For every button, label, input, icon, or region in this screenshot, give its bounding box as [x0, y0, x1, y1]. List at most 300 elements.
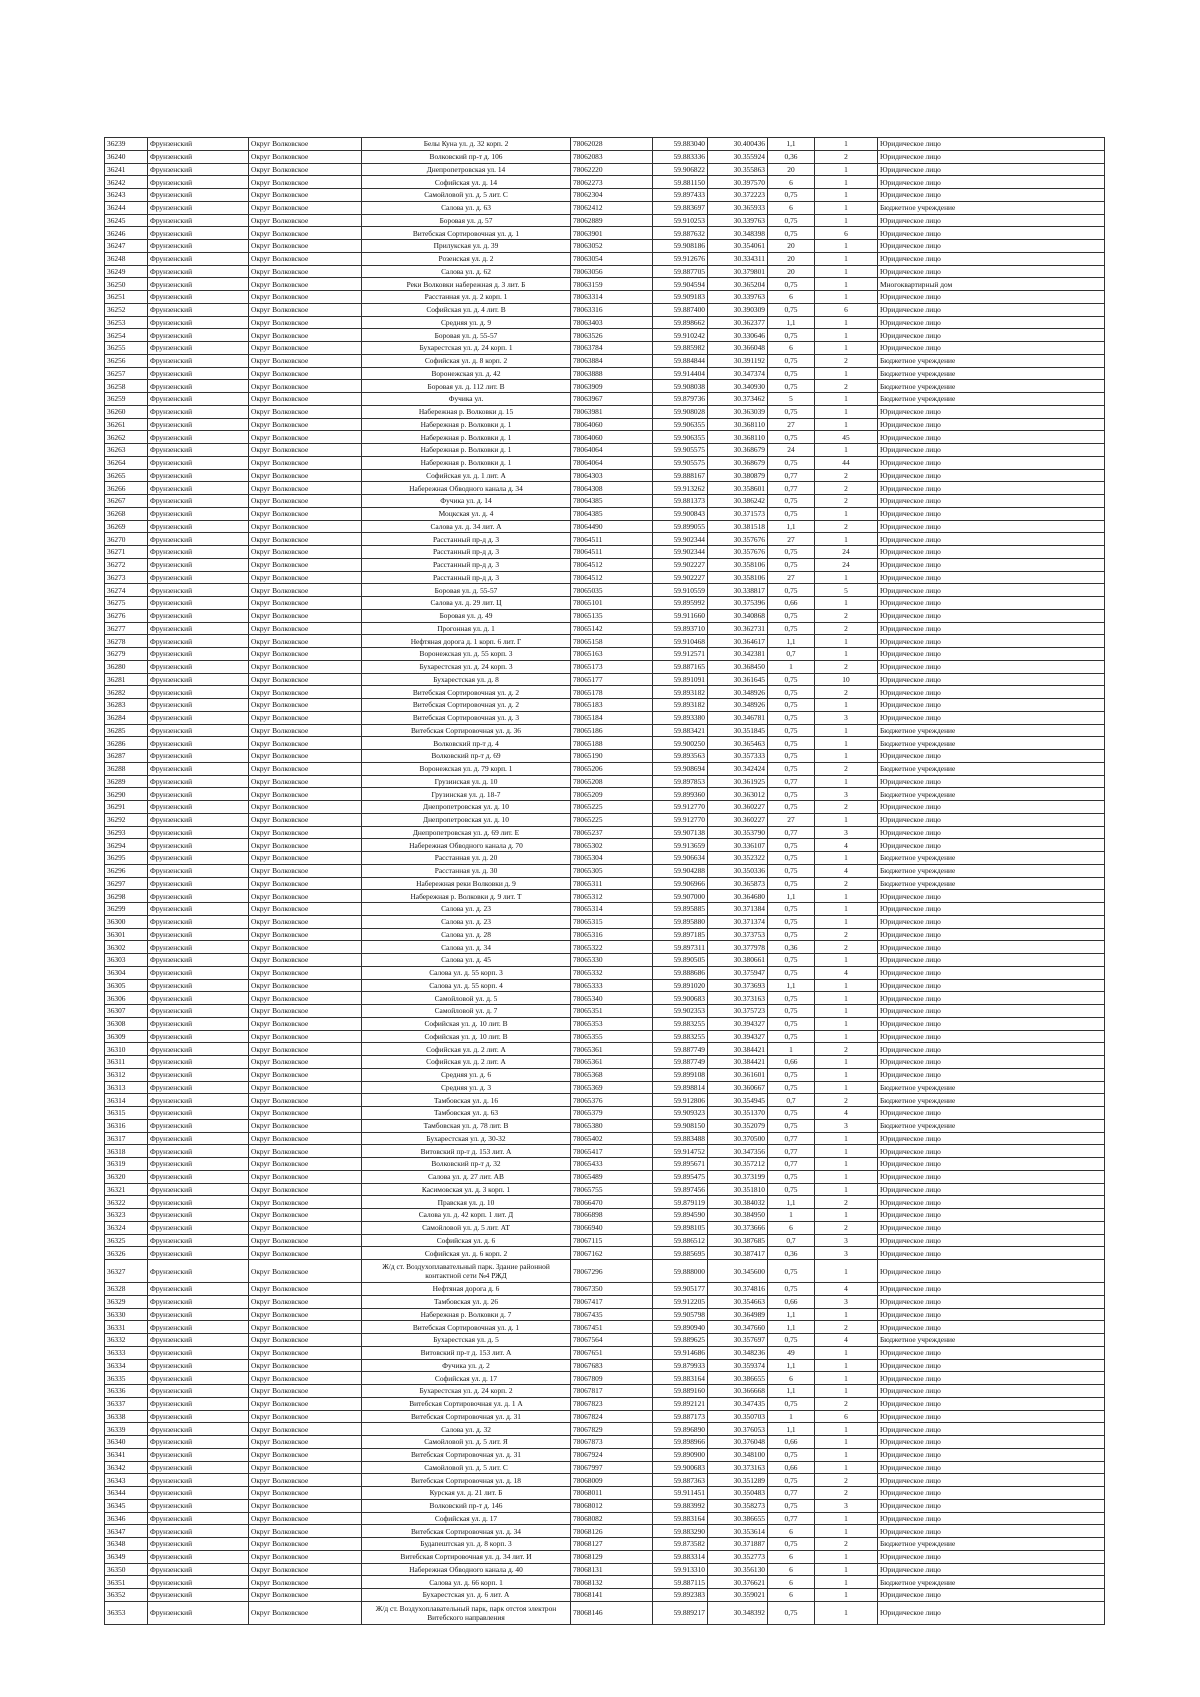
cell-id: 36310: [105, 1043, 148, 1056]
cell-lon: 30.386655: [708, 1372, 768, 1385]
cell-id: 36304: [105, 966, 148, 979]
cell-id: 36285: [105, 724, 148, 737]
cell-lon: 30.361645: [708, 673, 768, 686]
cell-okrug: Округ Волковское: [249, 393, 362, 406]
cell-lat: 59.913310: [653, 1563, 708, 1576]
cell-id: 36323: [105, 1209, 148, 1222]
cell-type: Юридическое лицо: [878, 138, 1105, 151]
cell-type: Юридическое лицо: [878, 1550, 1105, 1563]
cell-lat: 59.910559: [653, 584, 708, 597]
cell-count: 4: [815, 1283, 878, 1296]
cell-district: Фрунзенский: [148, 405, 249, 418]
cell-code: 78068126: [571, 1525, 653, 1538]
cell-area: 0,7: [768, 648, 815, 661]
cell-lon: 30.365873: [708, 877, 768, 890]
cell-address: Софийская ул. д. 2 лит. А: [362, 1056, 571, 1069]
cell-id: 36349: [105, 1550, 148, 1563]
cell-okrug: Округ Волковское: [249, 852, 362, 865]
cell-area: 0,75: [768, 750, 815, 763]
cell-okrug: Округ Волковское: [249, 1385, 362, 1398]
cell-id: 36301: [105, 928, 148, 941]
cell-code: 78065340: [571, 992, 653, 1005]
table-row: [105, 367, 1105, 380]
cell-type: Юридическое лицо: [878, 1030, 1105, 1043]
table-row: [105, 609, 1105, 622]
cell-area: 0,75: [768, 724, 815, 737]
cell-code: 78064512: [571, 571, 653, 584]
cell-lon: 30.351845: [708, 724, 768, 737]
cell-lon: 30.330646: [708, 329, 768, 342]
cell-type: Бюджетное учреждение: [878, 762, 1105, 775]
cell-lon: 30.347374: [708, 367, 768, 380]
cell-count: 2: [815, 1397, 878, 1410]
cell-lon: 30.352773: [708, 1550, 768, 1563]
cell-count: 1: [815, 189, 878, 202]
cell-district: Фрунзенский: [148, 762, 249, 775]
cell-type: Юридическое лицо: [878, 520, 1105, 533]
cell-district: Фрунзенский: [148, 367, 249, 380]
cell-area: 6: [768, 1563, 815, 1576]
cell-district: Фрунзенский: [148, 431, 249, 444]
cell-lon: 30.394327: [708, 1030, 768, 1043]
cell-type: Юридическое лицо: [878, 1056, 1105, 1069]
cell-district: Фрунзенский: [148, 1499, 249, 1512]
cell-lat: 59.898966: [653, 1436, 708, 1449]
cell-lon: 30.391192: [708, 354, 768, 367]
cell-lon: 30.361601: [708, 1068, 768, 1081]
cell-code: 78065333: [571, 979, 653, 992]
cell-count: 45: [815, 431, 878, 444]
cell-address: Витебская Сортировочная ул. д. 34: [362, 1525, 571, 1538]
table-row: [105, 1474, 1105, 1487]
cell-address: Витебская Сортировочная ул. д. 2: [362, 699, 571, 712]
cell-lat: 59.905575: [653, 444, 708, 457]
cell-address: Будапештская ул. д. 8 корп. 3: [362, 1538, 571, 1551]
table-row: [105, 1056, 1105, 1069]
cell-id: 36267: [105, 495, 148, 508]
cell-count: 3: [815, 788, 878, 801]
cell-district: Фрунзенский: [148, 278, 249, 291]
cell-id: 36295: [105, 852, 148, 865]
cell-lat: 59.887749: [653, 1056, 708, 1069]
table-row: [105, 316, 1105, 329]
cell-type: Юридическое лицо: [878, 163, 1105, 176]
cell-okrug: Округ Волковское: [249, 354, 362, 367]
cell-area: 6: [768, 1589, 815, 1602]
cell-id: 36339: [105, 1423, 148, 1436]
cell-lon: 30.347435: [708, 1397, 768, 1410]
cell-code: 78065322: [571, 941, 653, 954]
cell-code: 78065361: [571, 1043, 653, 1056]
table-row: [105, 1295, 1105, 1308]
cell-type: Бюджетное учреждение: [878, 852, 1105, 865]
cell-count: 2: [815, 1538, 878, 1551]
cell-count: 1: [815, 992, 878, 1005]
cell-district: Фрунзенский: [148, 482, 249, 495]
cell-lat: 59.907138: [653, 826, 708, 839]
cell-lon: 30.370500: [708, 1132, 768, 1145]
cell-district: Фрунзенский: [148, 609, 249, 622]
cell-type: Юридическое лицо: [878, 1221, 1105, 1234]
table-row: [105, 1448, 1105, 1461]
cell-count: 1: [815, 1209, 878, 1222]
cell-code: 78065368: [571, 1068, 653, 1081]
cell-district: Фрунзенский: [148, 1056, 249, 1069]
cell-type: Юридическое лицо: [878, 1145, 1105, 1158]
cell-district: Фрунзенский: [148, 1081, 249, 1094]
cell-type: Юридическое лицо: [878, 1525, 1105, 1538]
cell-type: Юридическое лицо: [878, 418, 1105, 431]
cell-lat: 59.895880: [653, 915, 708, 928]
cell-type: Юридическое лицо: [878, 1068, 1105, 1081]
cell-area: 0,75: [768, 699, 815, 712]
cell-code: 78067564: [571, 1334, 653, 1347]
cell-type: Юридическое лицо: [878, 597, 1105, 610]
cell-okrug: Округ Волковское: [249, 737, 362, 750]
cell-district: Фрунзенский: [148, 711, 249, 724]
cell-count: 1: [815, 1308, 878, 1321]
cell-district: Фрунзенский: [148, 1119, 249, 1132]
cell-district: Фрунзенский: [148, 890, 249, 903]
cell-area: 0,36: [768, 1247, 815, 1260]
cell-lat: 59.906634: [653, 852, 708, 865]
cell-count: 1: [815, 291, 878, 304]
cell-id: 36340: [105, 1436, 148, 1449]
cell-type: Юридическое лицо: [878, 839, 1105, 852]
cell-type: Юридическое лицо: [878, 456, 1105, 469]
cell-type: Юридическое лицо: [878, 648, 1105, 661]
cell-id: 36292: [105, 813, 148, 826]
cell-area: 0,75: [768, 303, 815, 316]
cell-count: 1: [815, 265, 878, 278]
cell-okrug: Округ Волковское: [249, 189, 362, 202]
cell-type: Юридическое лицо: [878, 240, 1105, 253]
cell-count: 1: [815, 1385, 878, 1398]
cell-type: Юридическое лицо: [878, 227, 1105, 240]
cell-id: 36291: [105, 801, 148, 814]
table-row: [105, 1221, 1105, 1234]
cell-area: 0,75: [768, 928, 815, 941]
table-row: [105, 839, 1105, 852]
cell-id: 36265: [105, 469, 148, 482]
cell-count: 1: [815, 1170, 878, 1183]
cell-okrug: Округ Волковское: [249, 1209, 362, 1222]
table-row: [105, 1385, 1105, 1398]
cell-area: 6: [768, 201, 815, 214]
cell-lon: 30.376048: [708, 1436, 768, 1449]
cell-id: 36286: [105, 737, 148, 750]
cell-lat: 59.906355: [653, 418, 708, 431]
cell-area: 0,66: [768, 1056, 815, 1069]
cell-district: Фрунзенский: [148, 1550, 249, 1563]
cell-address: Бухарестская ул. д. 8: [362, 673, 571, 686]
cell-type: Бюджетное учреждение: [878, 1334, 1105, 1347]
cell-okrug: Округ Волковское: [249, 1512, 362, 1525]
cell-address: Витебская Сортировочная ул. д. 34 лит. И: [362, 1550, 571, 1563]
table-row: [105, 686, 1105, 699]
cell-okrug: Округ Волковское: [249, 227, 362, 240]
cell-address: Волковский пр-т д. 32: [362, 1158, 571, 1171]
cell-count: 1: [815, 890, 878, 903]
cell-code: 78065417: [571, 1145, 653, 1158]
cell-area: 20: [768, 252, 815, 265]
cell-id: 36321: [105, 1183, 148, 1196]
cell-lon: 30.360227: [708, 801, 768, 814]
cell-type: Юридическое лицо: [878, 1170, 1105, 1183]
cell-address: Тамбовская ул. д. 16: [362, 1094, 571, 1107]
cell-address: Ж/д ст. Воздухоплавательный парк, парк отстоя электрон Витебского направления: [362, 1601, 571, 1624]
cell-type: Юридическое лицо: [878, 495, 1105, 508]
cell-address: Витебская Сортировочная ул. д. 3: [362, 711, 571, 724]
cell-id: 36279: [105, 648, 148, 661]
cell-id: 36350: [105, 1563, 148, 1576]
cell-count: 1: [815, 1183, 878, 1196]
cell-lat: 59.886512: [653, 1234, 708, 1247]
cell-count: 1: [815, 507, 878, 520]
cell-lat: 59.883164: [653, 1512, 708, 1525]
cell-lat: 59.896890: [653, 1423, 708, 1436]
cell-area: 0,75: [768, 903, 815, 916]
cell-type: Юридическое лицо: [878, 1196, 1105, 1209]
cell-lat: 59.883488: [653, 1132, 708, 1145]
cell-okrug: Округ Волковское: [249, 1234, 362, 1247]
cell-lat: 59.902344: [653, 546, 708, 559]
cell-code: 78067296: [571, 1260, 653, 1283]
cell-address: Софийская ул. д. 2 лит. А: [362, 1043, 571, 1056]
cell-district: Фрунзенский: [148, 1234, 249, 1247]
cell-okrug: Округ Волковское: [249, 1056, 362, 1069]
cell-type: Юридическое лицо: [878, 1017, 1105, 1030]
cell-lat: 59.883255: [653, 1017, 708, 1030]
cell-id: 36317: [105, 1132, 148, 1145]
cell-address: Софийская ул. д. 4 лит. В: [362, 303, 571, 316]
cell-area: 0,75: [768, 686, 815, 699]
table-row: [105, 265, 1105, 278]
cell-area: 49: [768, 1346, 815, 1359]
cell-code: 78067817: [571, 1385, 653, 1398]
cell-type: Юридическое лицо: [878, 431, 1105, 444]
cell-code: 78062412: [571, 201, 653, 214]
cell-lat: 59.902353: [653, 1005, 708, 1018]
cell-id: 36351: [105, 1576, 148, 1589]
cell-lon: 30.362377: [708, 316, 768, 329]
cell-okrug: Округ Волковское: [249, 635, 362, 648]
cell-address: Салова ул. д. 42 корп. 1 лит. Д: [362, 1209, 571, 1222]
cell-district: Фрунзенский: [148, 1346, 249, 1359]
cell-address: Набережная Обводного канала д. 70: [362, 839, 571, 852]
cell-okrug: Округ Волковское: [249, 533, 362, 546]
cell-lon: 30.358106: [708, 558, 768, 571]
cell-area: 0,75: [768, 367, 815, 380]
cell-okrug: Округ Волковское: [249, 915, 362, 928]
cell-code: 78063784: [571, 342, 653, 355]
cell-district: Фрунзенский: [148, 1576, 249, 1589]
cell-code: 78067115: [571, 1234, 653, 1247]
cell-okrug: Округ Волковское: [249, 928, 362, 941]
cell-district: Фрунзенский: [148, 903, 249, 916]
table-row: [105, 571, 1105, 584]
cell-address: Бухарестская ул. д. 6 лит. А: [362, 1589, 571, 1602]
cell-lat: 59.887115: [653, 1576, 708, 1589]
table-row: [105, 482, 1105, 495]
cell-area: 1: [768, 1410, 815, 1423]
cell-address: Набережная р. Волковки д. 1: [362, 444, 571, 457]
cell-lat: 59.887400: [653, 303, 708, 316]
cell-count: 6: [815, 303, 878, 316]
cell-address: Самойловой ул. д. 5: [362, 992, 571, 1005]
cell-address: Боровая ул. д. 55-57: [362, 584, 571, 597]
cell-code: 78065208: [571, 775, 653, 788]
table-row: [105, 1359, 1105, 1372]
cell-district: Фрунзенский: [148, 1283, 249, 1296]
cell-address: Прилукская ул. д. 39: [362, 240, 571, 253]
cell-district: Фрунзенский: [148, 622, 249, 635]
cell-code: 78063052: [571, 240, 653, 253]
cell-lat: 59.885982: [653, 342, 708, 355]
cell-district: Фрунзенский: [148, 558, 249, 571]
cell-code: 78065163: [571, 648, 653, 661]
cell-lat: 59.883336: [653, 150, 708, 163]
table-row: [105, 227, 1105, 240]
cell-address: Самойловой ул. д. 5 лит. Я: [362, 1436, 571, 1449]
cell-lat: 59.904288: [653, 864, 708, 877]
cell-lon: 30.380661: [708, 954, 768, 967]
cell-code: 78065190: [571, 750, 653, 763]
cell-lat: 59.914404: [653, 367, 708, 380]
cell-address: Расстанный пр-д д. 3: [362, 558, 571, 571]
cell-code: 78065351: [571, 1005, 653, 1018]
cell-type: Юридическое лицо: [878, 214, 1105, 227]
cell-lon: 30.371374: [708, 915, 768, 928]
cell-type: Юридическое лицо: [878, 1448, 1105, 1461]
cell-code: 78068129: [571, 1550, 653, 1563]
table-row: [105, 444, 1105, 457]
cell-district: Фрунзенский: [148, 775, 249, 788]
cell-code: 78068127: [571, 1538, 653, 1551]
cell-count: 1: [815, 903, 878, 916]
cell-area: 0,75: [768, 558, 815, 571]
cell-type: Юридическое лицо: [878, 571, 1105, 584]
cell-lon: 30.390309: [708, 303, 768, 316]
cell-okrug: Округ Волковское: [249, 1589, 362, 1602]
cell-area: 0,75: [768, 762, 815, 775]
cell-count: 1: [815, 1512, 878, 1525]
cell-code: 78062220: [571, 163, 653, 176]
cell-lon: 30.384421: [708, 1043, 768, 1056]
cell-area: 1,1: [768, 890, 815, 903]
cell-id: 36316: [105, 1119, 148, 1132]
cell-count: 10: [815, 673, 878, 686]
cell-code: 78063888: [571, 367, 653, 380]
table-row: [105, 1145, 1105, 1158]
cell-count: 4: [815, 966, 878, 979]
cell-code: 78068009: [571, 1474, 653, 1487]
cell-code: 78065035: [571, 584, 653, 597]
cell-okrug: Округ Волковское: [249, 1196, 362, 1209]
cell-okrug: Округ Волковское: [249, 482, 362, 495]
cell-id: 36275: [105, 597, 148, 610]
cell-okrug: Округ Волковское: [249, 1321, 362, 1334]
table-row: [105, 1525, 1105, 1538]
cell-district: Фрунзенский: [148, 813, 249, 826]
table-row: [105, 342, 1105, 355]
table-row: [105, 163, 1105, 176]
cell-id: 36302: [105, 941, 148, 954]
cell-type: Бюджетное учреждение: [878, 201, 1105, 214]
table-row: [105, 176, 1105, 189]
cell-type: Юридическое лицо: [878, 1107, 1105, 1120]
cell-district: Фрунзенский: [148, 329, 249, 342]
cell-address: Расстанный пр-д д. 3: [362, 546, 571, 559]
cell-lon: 30.364617: [708, 635, 768, 648]
cell-code: 78065330: [571, 954, 653, 967]
cell-id: 36299: [105, 903, 148, 916]
cell-count: 6: [815, 227, 878, 240]
cell-address: Бухарестская ул. д. 5: [362, 1334, 571, 1347]
cell-okrug: Округ Волковское: [249, 609, 362, 622]
cell-type: Юридическое лицо: [878, 1359, 1105, 1372]
cell-lon: 30.372223: [708, 189, 768, 202]
cell-area: 0,75: [768, 1119, 815, 1132]
cell-count: 4: [815, 1107, 878, 1120]
cell-okrug: Округ Волковское: [249, 571, 362, 584]
cell-code: 78063403: [571, 316, 653, 329]
cell-district: Фрунзенский: [148, 1563, 249, 1576]
cell-area: 0,75: [768, 1005, 815, 1018]
cell-id: 36326: [105, 1247, 148, 1260]
table-row: [105, 864, 1105, 877]
cell-area: 0,75: [768, 584, 815, 597]
cell-id: 36333: [105, 1346, 148, 1359]
cell-district: Фрунзенский: [148, 915, 249, 928]
cell-lat: 59.883255: [653, 1030, 708, 1043]
cell-area: 0,75: [768, 1499, 815, 1512]
cell-lat: 59.893182: [653, 699, 708, 712]
cell-code: 78066940: [571, 1221, 653, 1234]
cell-district: Фрунзенский: [148, 1410, 249, 1423]
cell-type: Бюджетное учреждение: [878, 724, 1105, 737]
table-row: [105, 1436, 1105, 1449]
cell-type: Юридическое лицо: [878, 533, 1105, 546]
cell-district: Фрунзенский: [148, 240, 249, 253]
cell-address: Витебская Сортировочная ул. д. 18: [362, 1474, 571, 1487]
cell-type: Юридическое лицо: [878, 482, 1105, 495]
cell-code: 78063314: [571, 291, 653, 304]
cell-area: 1,1: [768, 1359, 815, 1372]
cell-okrug: Округ Волковское: [249, 176, 362, 189]
cell-count: 3: [815, 1119, 878, 1132]
cell-id: 36251: [105, 291, 148, 304]
cell-district: Фрунзенский: [148, 1094, 249, 1107]
cell-type: Юридическое лицо: [878, 329, 1105, 342]
cell-code: 78063909: [571, 380, 653, 393]
cell-district: Фрунзенский: [148, 176, 249, 189]
cell-district: Фрунзенский: [148, 1247, 249, 1260]
cell-code: 78062028: [571, 138, 653, 151]
cell-address: Днепропетровская ул. д. 10: [362, 801, 571, 814]
cell-lat: 59.890505: [653, 954, 708, 967]
cell-type: Юридическое лицо: [878, 813, 1105, 826]
cell-id: 36258: [105, 380, 148, 393]
cell-id: 36325: [105, 1234, 148, 1247]
cell-count: 1: [815, 1260, 878, 1283]
cell-type: Бюджетное учреждение: [878, 393, 1105, 406]
cell-okrug: Округ Волковское: [249, 546, 362, 559]
cell-district: Фрунзенский: [148, 495, 249, 508]
table-row: [105, 903, 1105, 916]
cell-type: Юридическое лицо: [878, 252, 1105, 265]
table-row: [105, 992, 1105, 1005]
